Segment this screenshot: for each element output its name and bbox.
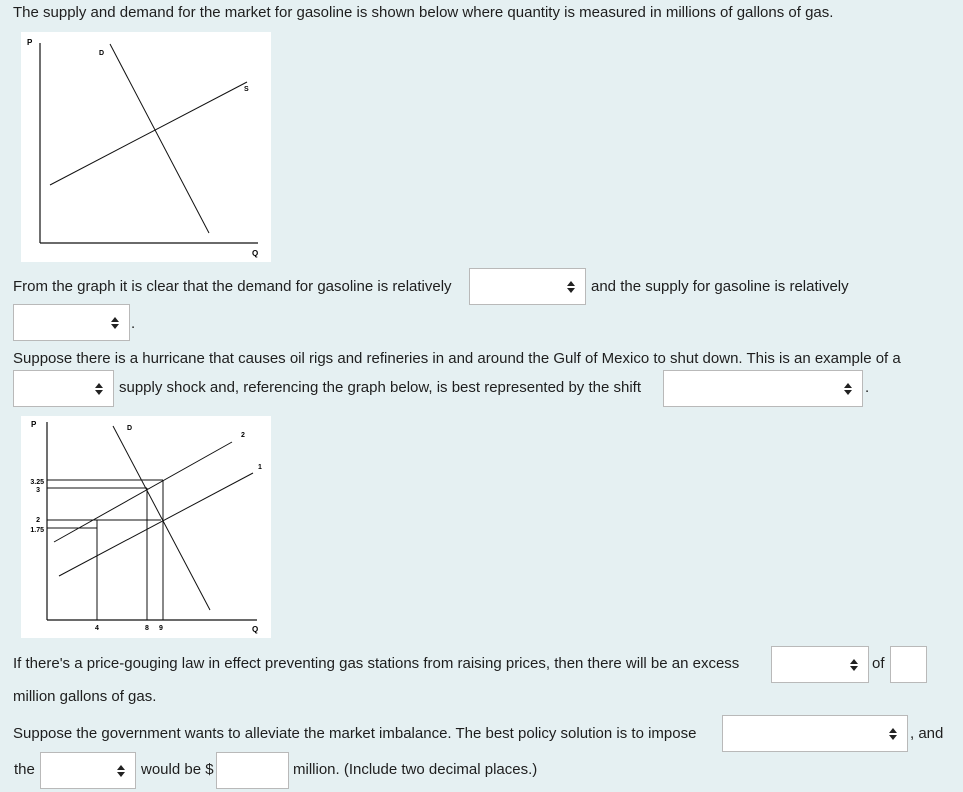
q4-text-a: Suppose the government wants to alleviate the market imbalance. The best policy solution is to impose bbox=[13, 725, 697, 742]
q4-text-end: million. (Include two decimal places.) bbox=[293, 761, 538, 778]
graph2-axis-p-label: P bbox=[31, 420, 37, 429]
q1-text-b: and the supply for gasoline is relatively bbox=[591, 278, 849, 295]
graph2-supply1-label: 1 bbox=[258, 464, 262, 471]
excess-type-select[interactable] bbox=[771, 646, 869, 683]
policy-select[interactable] bbox=[722, 715, 908, 752]
graph2-axis-q-label: Q bbox=[252, 625, 259, 634]
graph2-price-tick: 3 bbox=[36, 487, 40, 494]
q2-text-b: supply shock and, referencing the graph below, is best represented by the shift bbox=[119, 379, 641, 396]
q4-text-the: the bbox=[14, 761, 35, 778]
graph1-supply-curve bbox=[50, 82, 247, 185]
shock-type-select[interactable] bbox=[13, 370, 114, 407]
graph1-demand-label: D bbox=[99, 50, 105, 57]
dollar-amount-input[interactable] bbox=[216, 752, 289, 789]
q3-text-a: If there's a price-gouging law in effect preventing gas stations from raising prices, then there will be an excess bbox=[13, 655, 740, 672]
graph2-quantity-tick: 4 bbox=[95, 625, 99, 632]
demand-elasticity-select[interactable] bbox=[469, 268, 586, 305]
graph1-demand-curve bbox=[110, 44, 209, 233]
q2-end-period: . bbox=[865, 379, 870, 396]
supply-shift-graph bbox=[21, 416, 271, 638]
supply-elasticity-select[interactable] bbox=[13, 304, 130, 341]
graph2-quantity-tick: 9 bbox=[159, 625, 163, 632]
q1-text-a: From the graph it is clear that the demand for gasoline is relatively bbox=[13, 278, 452, 295]
select-arrows-icon bbox=[889, 728, 897, 740]
supply-demand-graph bbox=[21, 32, 271, 262]
graph2-demand-curve bbox=[113, 426, 210, 610]
graph2-price-tick: 2 bbox=[36, 517, 40, 524]
policy-item-select[interactable] bbox=[40, 752, 136, 789]
select-arrows-icon bbox=[850, 659, 858, 671]
graph1-axis-p-label: P bbox=[27, 38, 33, 47]
q3-text-b: million gallons of gas. bbox=[13, 688, 157, 705]
graph2-quantity-tick: 8 bbox=[145, 625, 149, 632]
q2-text-a: Suppose there is a hurricane that causes oil rigs and refineries in and around the Gulf of Mexico to shut down. This is an example of a bbox=[13, 350, 901, 367]
select-arrows-icon bbox=[844, 383, 852, 395]
excess-amount-input[interactable] bbox=[890, 646, 927, 683]
q3-text-of: of bbox=[872, 655, 885, 672]
intro-text: The supply and demand for the market for gasoline is shown below where quantity is measured in millions of gallons of gas. bbox=[13, 4, 834, 21]
graph1-axis-q-label: Q bbox=[252, 249, 259, 258]
select-arrows-icon bbox=[95, 383, 103, 395]
graph2-price-tick: 3.25 bbox=[30, 479, 44, 486]
shift-select[interactable] bbox=[663, 370, 863, 407]
select-arrows-icon bbox=[111, 317, 119, 329]
q1-end-period: . bbox=[131, 315, 136, 332]
q4-text-would: would be $ bbox=[141, 761, 214, 778]
graph2-demand-label: D bbox=[127, 425, 133, 432]
select-arrows-icon bbox=[117, 765, 125, 777]
select-arrows-icon bbox=[567, 281, 575, 293]
graph2-price-tick: 1.75 bbox=[30, 527, 44, 534]
graph1-supply-label: S bbox=[244, 86, 249, 93]
q4-text-and: , and bbox=[910, 725, 944, 742]
graph2-supply2-label: 2 bbox=[241, 432, 245, 439]
graph2-supply2-curve bbox=[54, 442, 232, 542]
